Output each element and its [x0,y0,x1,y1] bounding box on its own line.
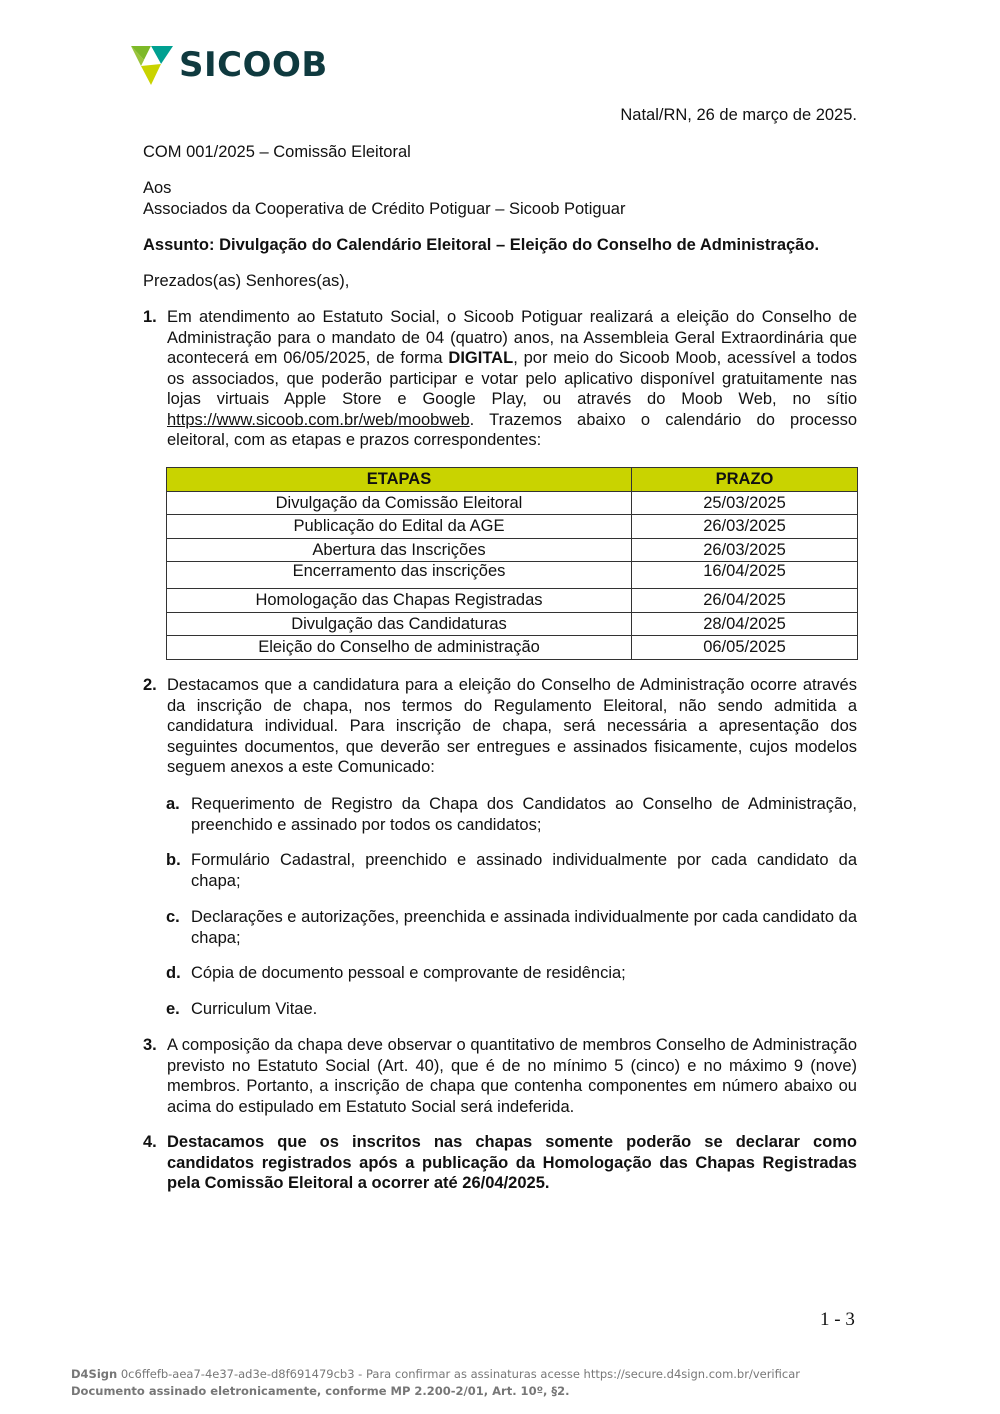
electoral-calendar-table [166,467,858,660]
table-row [167,612,858,636]
item-text: Requerimento de Registro da Chapa dos Candidatos ao Conselho de Administração, preenchido e assinado por todos os candidatos; [191,795,857,834]
item-text: A composição da chapa deve observar o quantitativo de membros Conselho de Administração previsto no Estatuto Social (Art. 40), que é de no mínimo 5 (cinco) e no máximo 9 (nove) membros. Portanto, a inscrição de chapa que contenha componentes em número abaixo ou acima do estipulado em Estatuto Social será indeferida. [167,1036,857,1116]
page-number: 1 - 3 [820,1309,855,1330]
stage-cell: Divulgação das Candidaturas [167,612,632,636]
item-letter: c. [166,908,180,926]
item-text: Declarações e autorizações, preenchida e assinada individualmente por cada candidato da chapa; [191,908,857,947]
item-number: 2. [143,676,157,694]
letter-date: Natal/RN, 26 de março de 2025. [620,106,857,124]
item-text: Cópia de documento pessoal e comprovante de residência; [191,964,626,982]
stage-cell: Abertura das Inscrições [167,538,632,562]
stage-cell: Eleição do Conselho de administração [167,636,632,660]
signature-footer [71,1366,800,1400]
table-row [167,636,858,660]
recipient-line-1: Aos [143,179,172,197]
item-number: 4. [143,1133,157,1151]
text: , por meio do Sicoob Moob, acessível a todos os associados, que poderão participar e votar pelo aplicativo disponível gratuitamente nas lojas virtuais Apple Store e Google Play, ou através do Moob Web, no sítio [167,349,857,408]
stage-cell: Divulgação da Comissão Eleitoral [167,491,632,515]
greeting: Prezados(as) Senhores(as), [143,272,350,290]
deadline-cell: 25/03/2025 [632,491,858,515]
item-3 [143,1035,857,1117]
subject-line: Assunto: Divulgação do Calendário Eleitoral – Eleição do Conselho de Administração. [143,236,820,254]
stage-cell: Publicação do Edital da AGE [167,515,632,539]
document-item-e [166,999,857,1020]
logo-text: SICOOB [179,45,328,85]
item-text: Formulário Cadastral, preenchido e assinado individualmente por cada candidato da chapa; [191,851,857,890]
bold-text: DIGITAL [448,349,514,367]
item-letter: d. [166,964,181,982]
document-item-c [166,907,857,948]
table-header-row [167,468,858,492]
document-item-d [166,963,857,984]
item-text: Destacamos que os inscritos nas chapas somente poderão se declarar como candidatos registrados após a publicação da Homologação das Chapas Registradas pela Comissão Eleitoral a ocorrer até 26/04/2025. [167,1133,857,1192]
footer-brand: D4Sign [71,1367,118,1381]
item-text: Destacamos que a candidatura para a eleição do Conselho de Administração ocorre através da inscrição de chapa, nos termos do Regulamento Eleitoral, não sendo admitida a candidatura individual. Para inscrição de chapa, será necessária a apresentação dos seguintes documentos, que deverão ser entregues e assinados fisicamente, cujos modelos seguem anexos a este Comunicado: [167,676,857,776]
document-item-b [166,850,857,891]
stage-cell: Homologação das Chapas Registradas [167,589,632,613]
item-text: Curriculum Vitae. [191,1000,318,1018]
recipient-line-2: Associados da Cooperativa de Crédito Potiguar – Sicoob Potiguar [143,200,626,218]
moobweb-link[interactable]: https://www.sicoob.com.br/web/moobweb [167,410,470,429]
deadline-cell: 26/04/2025 [632,589,858,613]
table-row [167,491,858,515]
reference-line: COM 001/2025 – Comissão Eleitoral [143,143,411,161]
table-row [167,515,858,539]
deadline-cell: 26/03/2025 [632,538,858,562]
column-header-prazo: PRAZO [632,468,858,492]
footer-line-1 [71,1366,800,1383]
table-row [167,562,858,589]
sicoob-logo-icon [131,44,173,86]
footer-line-2: Documento assinado eletronicamente, conforme MP 2.200-2/01, Art. 10º, §2. [71,1384,570,1398]
item-2 [143,675,857,778]
text: Em atendimento ao Estatuto Social, o Sicoob Potiguar realizará a eleição do Conselho de Administração para o mandato de 04 (quatro) anos, na Assembleia Geral Extraordinária que acontecerá em 06/05/2025, de forma [167,308,857,367]
item-1 [143,307,857,451]
item-4 [143,1132,857,1194]
item-number: 3. [143,1036,157,1054]
item-letter: b. [166,851,181,869]
deadline-cell: 26/03/2025 [632,515,858,539]
deadline-cell: 28/04/2025 [632,612,858,636]
sicoob-logo [131,43,328,87]
deadline-cell: 16/04/2025 [632,562,858,589]
stage-cell: Encerramento das inscrições [167,562,632,589]
item-number: 1. [143,308,157,326]
item-text [167,307,857,451]
document-item-a [166,794,857,835]
text: . Trazemos abaixo o calendário do processo eleitoral, com as etapas e prazos correspondentes: [167,410,857,449]
item-letter: a. [166,795,180,813]
column-header-etapas: ETAPAS [167,468,632,492]
footer-verification-text: 0c6ffefb-aea7-4e37-ad3e-d8f691479cb3 - Para confirmar as assinaturas acesse https://secure.d4sign.com.br/verificar [117,1367,800,1381]
table-row [167,538,858,562]
item-letter: e. [166,1000,180,1018]
deadline-cell: 06/05/2025 [632,636,858,660]
table-row [167,589,858,613]
